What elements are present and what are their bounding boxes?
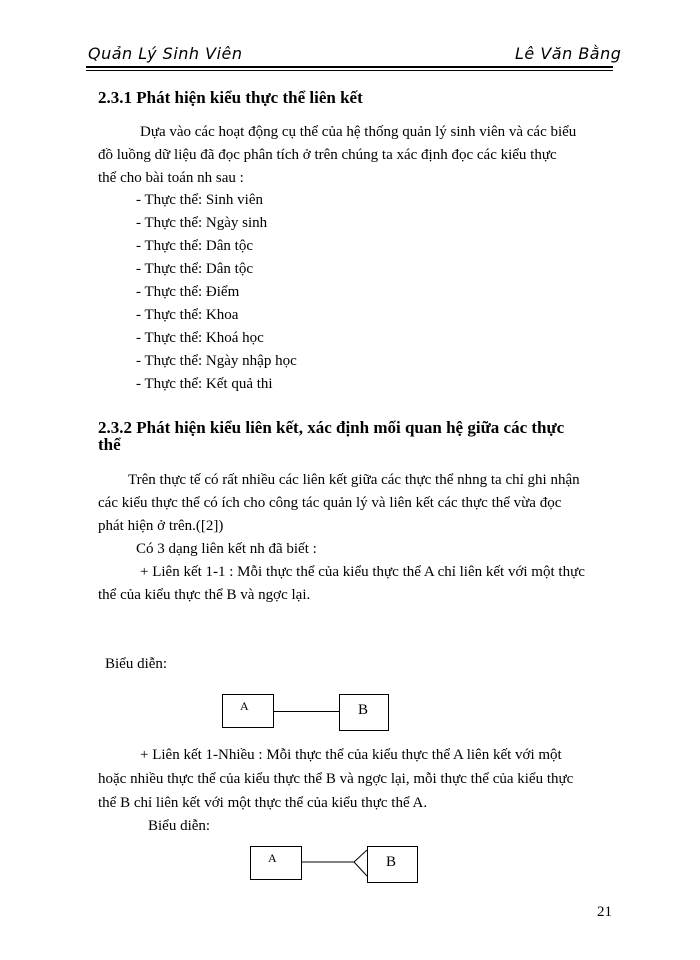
link-1-1-line-2: thể của kiểu thực thể B và ngợc lại. [98,587,311,603]
crow-foot-lower [354,862,367,876]
entity-list-item: - Thực thể: Khoá học [136,330,264,346]
header-author: Lê Văn Bằng [515,44,622,63]
header-title: Quản Lý Sinh Viên [88,44,243,63]
entity-box-b [339,694,389,731]
entity-box-a-label: A [268,851,277,865]
entity-list-item: - Thực thể: Ngày nhập học [136,353,297,369]
one-to-one-connector [273,711,339,712]
link-1-1-line-1: + Liên kết 1-1 : Mỗi thực thể của kiểu thực thể A chỉ liên kết với một thực [140,564,585,580]
page-number: 21 [597,904,612,920]
entity-list-item: - Thực thể: Sinh viên [136,192,264,208]
entity-box-a-label: A [240,699,249,713]
para-line-2: các kiểu thực thể có ích cho công tác quản lý và liên kết các thực thể vừa đọc [98,495,562,511]
crow-foot-upper [354,850,367,862]
link-types-intro: Có 3 dạng liên kết nh đã biết : [136,541,317,557]
entity-box-a [250,846,302,880]
represent-label-1: Biểu diễn: [105,656,168,672]
section-heading-2-3-1: 2.3.1 Phát hiện kiểu thực thể liên kết [98,88,363,107]
intro-line-3: thể cho bài toán nh sau : [98,170,244,186]
intro-line-1: Dựa vào các hoạt động cụ thể của hệ thống quản lý sinh viên và các biểu [140,124,577,140]
entity-list-item: - Thực thể: Kết quả thi [136,376,273,392]
para-line-3: phát hiện ở trên.([2]) [98,518,224,534]
entity-list-item: - Thực thể: Khoa [136,307,239,323]
link-1-n-line-3: thể B chỉ liên kết với một thực thể của kiểu thực thể A. [98,795,428,811]
link-1-n-line-1: + Liên kết 1-Nhiều : Mỗi thực thể của kiểu thực thể A liên kết với một [140,747,562,763]
entity-list-item: - Thực thể: Điểm [136,284,240,300]
para-line-1: Trên thực tế có rất nhiều các liên kết giữa các thực thể nhng ta chỉ ghi nhận [128,472,580,488]
entity-box-b-label: B [386,854,397,870]
entity-box-b-label: B [358,702,369,718]
entity-list-item: - Thực thể: Ngày sinh [136,215,268,231]
entity-list-item: - Thực thể: Dân tộc [136,238,253,254]
link-1-n-line-2: hoặc nhiều thực thể của kiểu thực thể B và ngợc lại, mỗi thực thể của kiểu thực [98,771,574,787]
one-to-many-connector [300,846,368,882]
represent-label-2: Biểu diễn: [148,818,211,834]
entity-box-b [367,846,418,883]
entity-list-item: - Thực thể: Dân tộc [136,261,253,277]
entity-box-a [222,694,274,728]
section-heading-2-3-2-cont: thể [98,435,121,454]
header-rule-thin [86,70,613,71]
section-heading-2-3-2: 2.3.2 Phát hiện kiểu liên kết, xác định mối quan hệ giữa các thực [98,418,565,437]
header-rule [86,66,613,68]
intro-line-2: đồ luồng dữ liệu đã đọc phân tích ở trên chúng ta xác định đọc các kiểu thực [98,147,557,163]
